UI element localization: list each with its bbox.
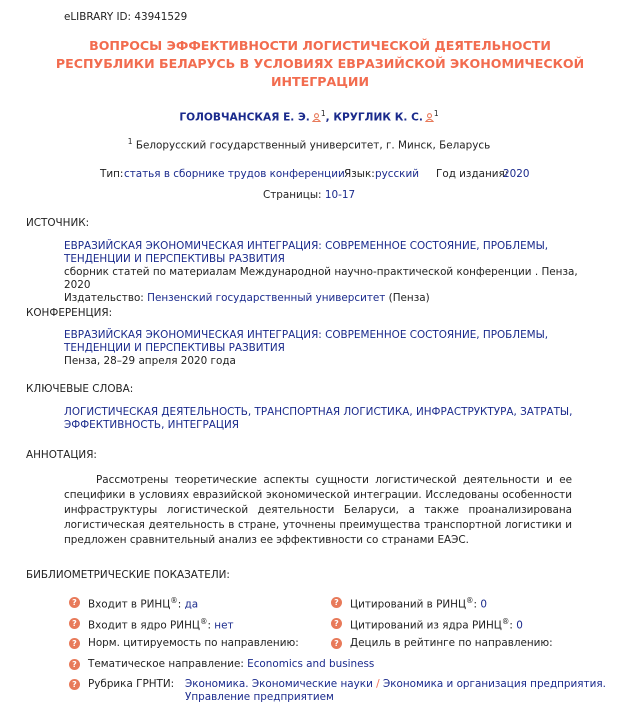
help-icon[interactable]: ? — [69, 638, 80, 649]
keyword-separator: , — [409, 406, 416, 418]
conference-place-date: Пенза, 28–29 апреля 2020 года — [64, 355, 236, 367]
publisher-line — [64, 292, 584, 305]
affiliation-sup: 1 — [320, 109, 326, 118]
authors — [0, 109, 618, 124]
help-icon[interactable]: ? — [331, 597, 342, 608]
source-title-line[interactable]: ЕВРАЗИЙСКАЯ ЭКОНОМИЧЕСКАЯ ИНТЕГРАЦИЯ: СОВРЕМЕННОЕ СОСТОЯНИЕ, ПРОБЛЕМЫ, — [64, 240, 549, 252]
author-profile-icon[interactable] — [312, 113, 321, 122]
colon: : — [207, 619, 211, 632]
keyword-separator: , — [569, 406, 573, 418]
theme-value[interactable]: Economics and business — [247, 658, 375, 670]
author-profile-icon[interactable] — [425, 113, 434, 122]
grnti-separator: / — [372, 678, 383, 690]
colon: : — [177, 598, 182, 611]
lang-value: русский — [375, 168, 419, 180]
annotation-text: Рассмотрены теоретические аспекты сущности логистической деятельности и ее специфики в условиях евразийской экономической интеграции. Исследованы особенности инфраструктуры логистической деятельности Беларуси, а также проанализирована логистическая деятельность в стране, уточнены преимущества транспортной логистики и предложен сравнительный анализ ее эффективности со странами ЕАЭС. — [64, 474, 572, 546]
cit-core-item — [350, 617, 523, 631]
lang-label: Язык: — [344, 168, 375, 180]
affiliation-text: Белорусский государственный университет, г. Минск, Беларусь — [132, 139, 491, 152]
theme-label: Тематическое направление: — [88, 658, 244, 670]
type-label: Тип: — [100, 168, 124, 180]
type-value: статья в сборнике трудов конференции — [124, 168, 345, 180]
help-icon[interactable]: ? — [331, 638, 342, 649]
core-label: Входит в ядро РИНЦ — [88, 619, 200, 632]
cit-rinc-item — [350, 596, 487, 610]
source-title-line[interactable]: ТЕНДЕНЦИИ И ПЕРСПЕКТИВЫ РАЗВИТИЯ — [64, 253, 285, 265]
publisher-link[interactable]: Пензенский государственный университет — [147, 292, 386, 304]
registered-mark: ® — [501, 617, 510, 626]
conference-heading: КОНФЕРЕНЦИЯ: — [26, 307, 113, 319]
pages-value: 10-17 — [324, 189, 356, 201]
pages-line — [0, 189, 618, 201]
affiliation-sup: 1 — [433, 109, 439, 118]
author-separator: , — [325, 111, 330, 124]
keyword-separator: , — [247, 406, 255, 418]
source-heading: ИСТОЧНИК: — [26, 217, 90, 229]
help-icon[interactable]: ? — [69, 659, 80, 670]
keyword-link[interactable]: ТРАНСПОРТНАЯ ЛОГИСТИКА — [254, 406, 410, 418]
publisher-city: (Пенза) — [385, 292, 430, 304]
colon: : — [509, 619, 513, 632]
title-line: ИНТЕГРАЦИИ — [270, 74, 370, 89]
source-description: сборник статей по материалам Международной научно-практической конференции . Пенза, 2020 — [64, 266, 578, 291]
cit-core-value[interactable]: 0 — [516, 619, 523, 632]
conference-title-line[interactable]: ЕВРАЗИЙСКАЯ ЭКОНОМИЧЕСКАЯ ИНТЕГРАЦИЯ: СОВРЕМЕННОЕ СОСТОЯНИЕ, ПРОБЛЕМЫ, — [64, 329, 549, 341]
keyword-separator: , — [161, 419, 168, 431]
rinc-value: да — [184, 598, 199, 611]
norm-item: Норм. цитируемость по направлению: — [88, 637, 299, 649]
conference-title[interactable] — [64, 329, 584, 355]
keywords-heading: КЛЮЧЕВЫЕ СЛОВА: — [26, 383, 134, 395]
cit-rinc-label: Цитирований в РИНЦ — [350, 598, 467, 611]
help-icon[interactable]: ? — [69, 597, 80, 608]
source-block — [64, 240, 584, 305]
source-title[interactable] — [64, 240, 584, 266]
grnti-link[interactable]: Управление предприятием — [185, 691, 334, 703]
core-value: нет — [214, 619, 234, 632]
affiliation — [0, 137, 618, 151]
grnti-values — [185, 678, 606, 704]
year-value: 2020 — [503, 168, 530, 180]
keyword-separator: , — [513, 406, 521, 418]
rinc-label: Входит в РИНЦ — [88, 598, 171, 611]
cit-core-label: Цитирований из ядра РИНЦ — [350, 619, 502, 632]
grnti-label: Рубрика ГРНТИ: — [88, 678, 175, 690]
decile-item: Дециль в рейтинге по направлению: — [350, 637, 553, 649]
annotation-heading: АННОТАЦИЯ: — [26, 449, 97, 461]
article-title — [40, 37, 600, 91]
year-label: Год издания: — [436, 168, 509, 180]
help-icon[interactable]: ? — [69, 679, 80, 690]
keywords-list — [64, 406, 584, 432]
keyword-link[interactable]: ЛОГИСТИЧЕСКАЯ ДЕЯТЕЛЬНОСТЬ — [64, 406, 248, 418]
registered-mark: ® — [466, 596, 474, 605]
core-item — [88, 617, 234, 631]
author-link[interactable]: ГОЛОВЧАНСКАЯ Е. Э. — [179, 111, 310, 124]
keyword-link[interactable]: ЭФФЕКТИВНОСТЬ — [64, 419, 162, 431]
keyword-link[interactable]: ЗАТРАТЫ — [520, 406, 570, 418]
elibrary-id: eLIBRARY ID: 43941529 — [64, 11, 188, 23]
help-icon[interactable]: ? — [69, 618, 80, 629]
grnti-link[interactable]: Экономика. Экономические науки — [185, 678, 373, 690]
keyword-link[interactable]: ИНТЕГРАЦИЯ — [167, 419, 239, 431]
title-line: ВОПРОСЫ ЭФФЕКТИВНОСТИ ЛОГИСТИЧЕСКОЙ ДЕЯТЕЛЬНОСТИ — [89, 38, 551, 53]
biblio-heading: БИБЛИОМЕТРИЧЕСКИЕ ПОКАЗАТЕЛИ: — [26, 569, 230, 581]
publisher-label: Издательство: — [64, 292, 148, 304]
grnti-link[interactable]: Экономика и организация предприятия. — [382, 678, 606, 690]
registered-mark: ® — [170, 596, 178, 605]
help-icon[interactable]: ? — [331, 618, 342, 629]
theme-item — [88, 658, 374, 670]
cit-rinc-value[interactable]: 0 — [480, 598, 487, 611]
conference-title-line[interactable]: ТЕНДЕНЦИИ И ПЕРСПЕКТИВЫ РАЗВИТИЯ — [64, 342, 285, 354]
conference-block — [64, 329, 584, 368]
colon: : — [473, 598, 478, 611]
affiliation-sup: 1 — [127, 137, 133, 146]
registered-mark: ® — [199, 617, 208, 626]
keyword-link[interactable]: ИНФРАСТРУКТУРА — [415, 406, 514, 418]
pages-label: Страницы: — [262, 189, 322, 201]
title-line: РЕСПУБЛИКИ БЕЛАРУСЬ В УСЛОВИЯХ ЕВРАЗИЙСКОЙ ЭКОНОМИЧЕСКОЙ — [55, 56, 585, 71]
author-link[interactable]: КРУГЛИК К. С. — [333, 111, 423, 124]
rinc-item — [88, 596, 198, 610]
